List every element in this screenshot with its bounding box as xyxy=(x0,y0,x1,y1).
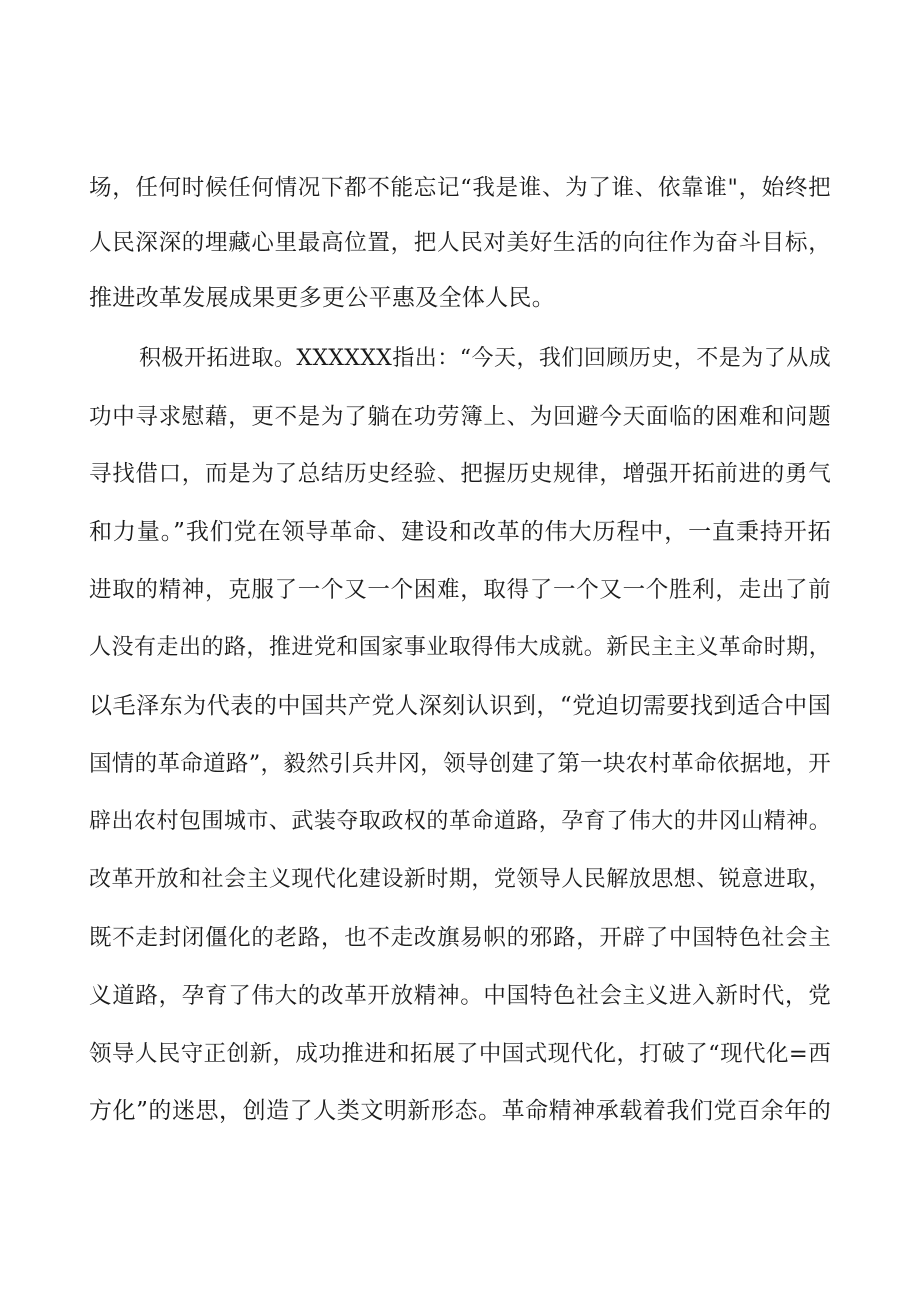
text-line: 国情的革命道路”，毅然引兵井冈，领导创建了第一块农村革命依据地，开 xyxy=(89,751,831,777)
text-line: 辟出农村包围城市、武装夺取政权的革命道路，孕育了伟大的井冈山精神。 xyxy=(89,809,831,834)
text-line: 积极开拓进取。XXXXXX指出：“今天，我们回顾历史，不是为了从成 xyxy=(139,346,831,371)
text-line: 场，任何时候任何情况下都不能忘记“我是谁、为了谁、依靠谁"，始终把 xyxy=(89,175,831,201)
text-line: 以毛泽东为代表的中国共产党人深刻认识到，“党迫切需要找到适合中国 xyxy=(89,693,831,719)
text-line: 人没有走出的路，推进党和国家事业取得伟大成就。新民主主义革命时期， xyxy=(89,635,831,660)
text-line: 功中寻求慰藉，更不是为了躺在功劳簿上、为回避今天面临的困难和问题 xyxy=(89,404,831,430)
text-line: 人民深深的埋藏心里最高位置，把人民对美好生活的向往作为奋斗目标， xyxy=(89,230,831,256)
text-line: 推进改革发展成果更多更公平惠及全体人民。 xyxy=(89,285,555,311)
text-line: 方化”的迷思，创造了人类文明新形态。革命精神承载着我们党百余年的 xyxy=(89,1098,831,1124)
text-line: 义道路，孕育了伟大的改革开放精神。中国特色社会主义进入新时代，党 xyxy=(89,983,831,1009)
text-line: 进取的精神，克服了一个又一个困难，取得了一个又一个胜利，走出了前 xyxy=(89,577,831,603)
text-line: 和力量。”我们党在领导革命、建设和改革的伟大历程中，一直秉持开拓 xyxy=(89,519,831,545)
text-line: 领导人民守正创新，成功推进和拓展了中国式现代化，打破了“现代化=西 xyxy=(89,1041,831,1067)
text-line: 改革开放和社会主义现代化建设新时期，党领导人民解放思想、锐意进取， xyxy=(89,867,831,892)
text-line: 寻找借口，而是为了总结历史经验、把握历史规律，增强开拓前进的勇气 xyxy=(89,461,831,487)
text-line: 既不走封闭僵化的老路，也不走改旗易帜的邪路，开辟了中国特色社会主 xyxy=(89,925,831,951)
